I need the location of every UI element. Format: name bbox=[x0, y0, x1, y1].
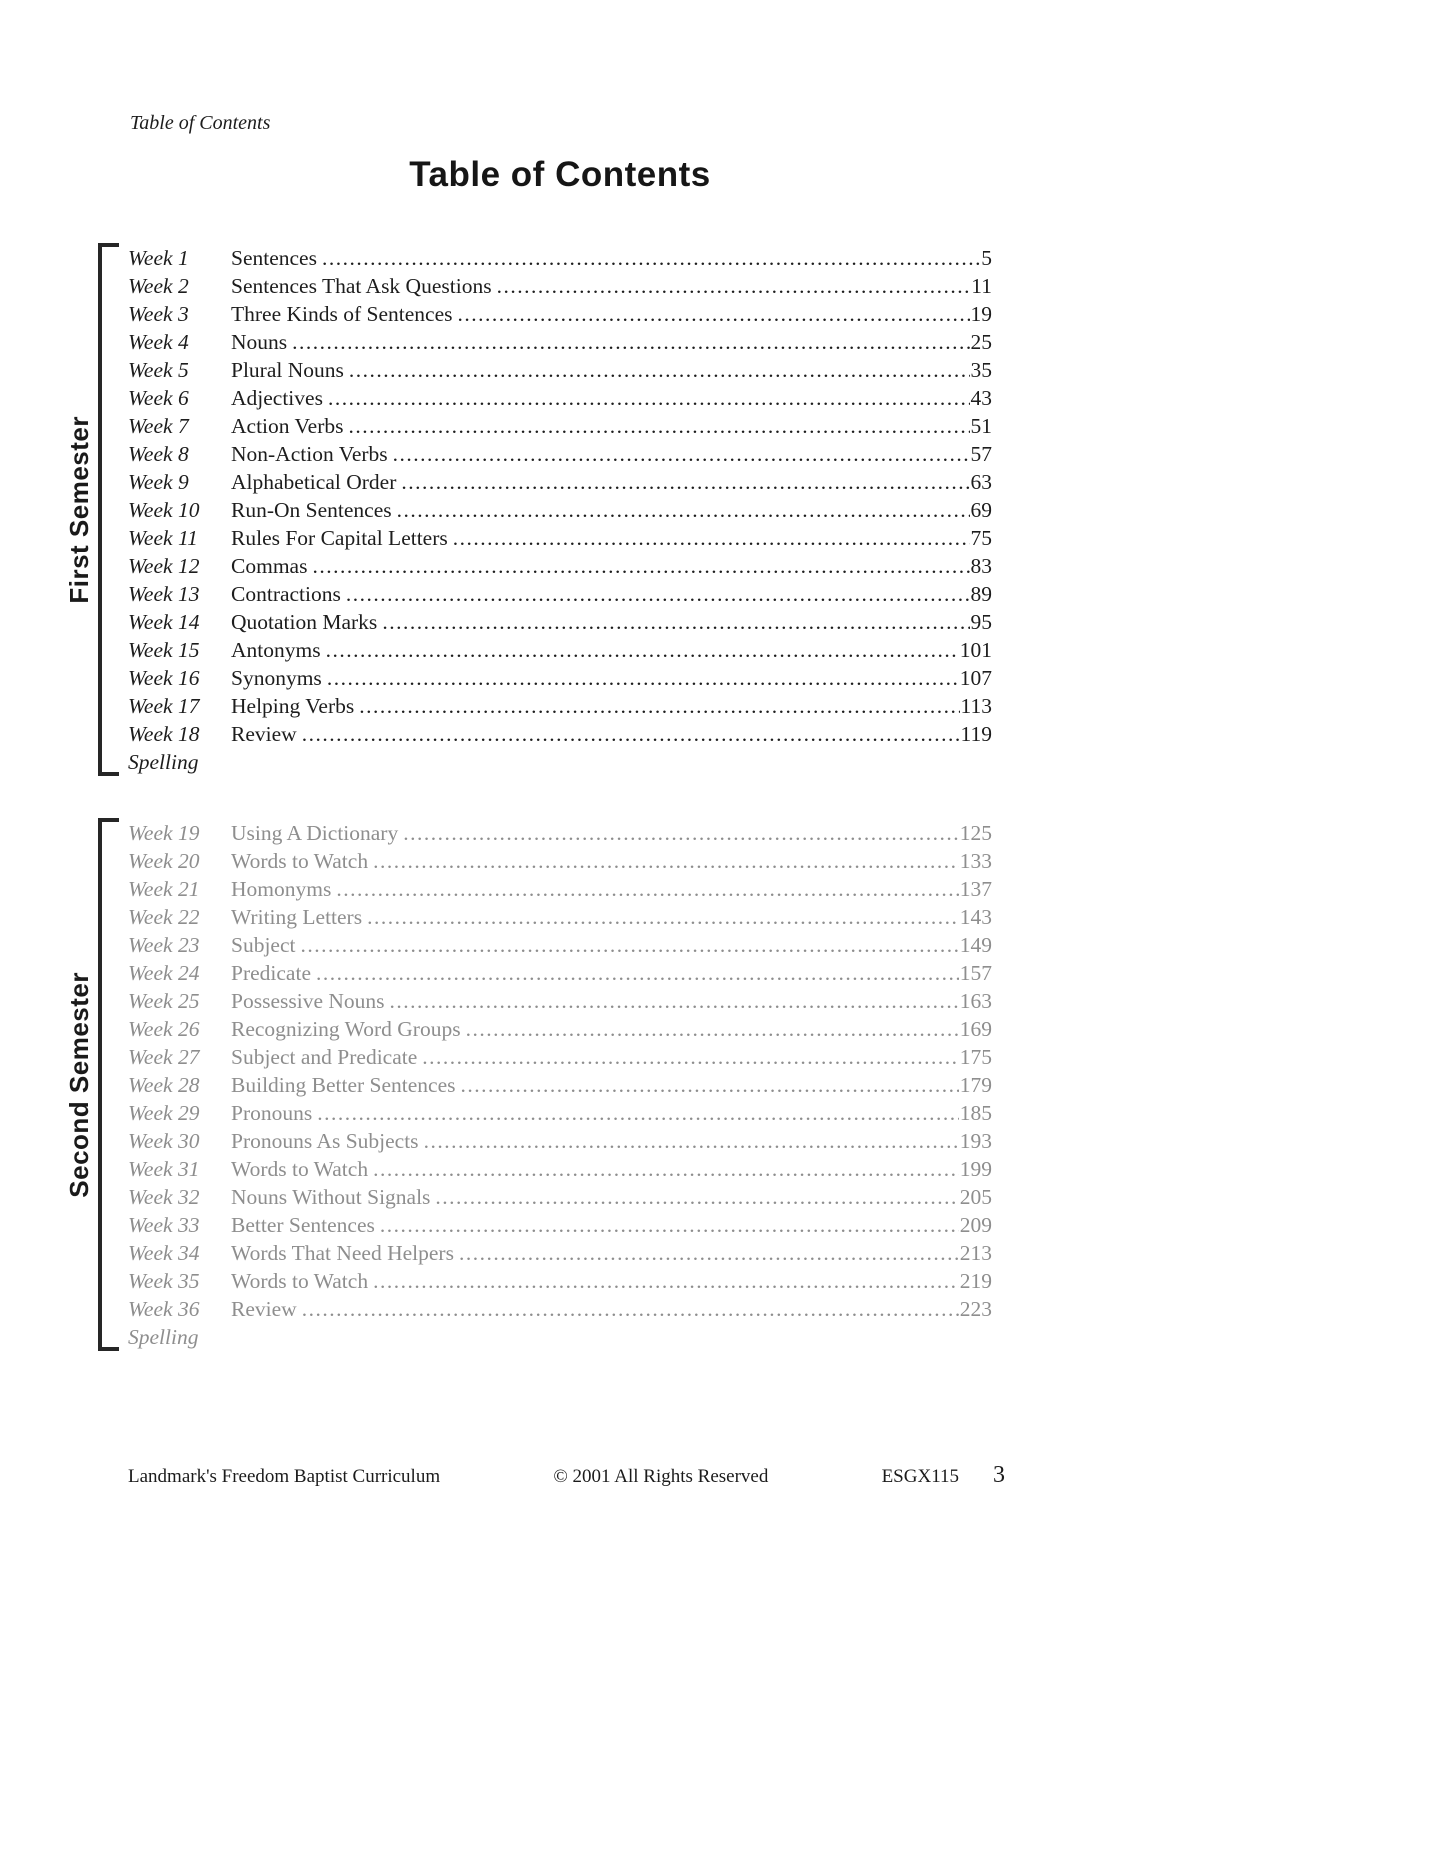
week-label: Week 8 bbox=[128, 442, 189, 466]
dot-leader bbox=[349, 356, 970, 384]
toc-entry bbox=[128, 959, 992, 987]
entry-page-number: 107 bbox=[959, 666, 992, 690]
toc-entry bbox=[128, 1099, 992, 1127]
entry-page-number: 113 bbox=[960, 694, 992, 718]
entry-title: Writing Letters bbox=[231, 905, 363, 929]
week-label: Week 12 bbox=[128, 554, 200, 578]
entry-page-number: 95 bbox=[970, 610, 992, 634]
entry-title: Sentences bbox=[231, 246, 317, 270]
entry-title: Synonyms bbox=[231, 666, 322, 690]
entry-page-number: 137 bbox=[959, 877, 992, 901]
week-label: Week 28 bbox=[128, 1073, 200, 1097]
entry-title: Homonyms bbox=[231, 877, 332, 901]
first-semester-entries bbox=[128, 243, 992, 776]
entry-page-number: 219 bbox=[959, 1269, 992, 1293]
entry-title: Pronouns bbox=[231, 1101, 313, 1125]
dot-leader bbox=[401, 468, 969, 496]
entry-title: Review bbox=[231, 722, 297, 746]
entry-page-number: 69 bbox=[970, 498, 992, 522]
toc-entry bbox=[128, 328, 992, 356]
week-label: Week 32 bbox=[128, 1185, 200, 1209]
toc-entry bbox=[128, 1043, 992, 1071]
toc-entry bbox=[128, 1155, 992, 1183]
second-semester-label-cell bbox=[60, 818, 98, 1351]
week-label: Week 7 bbox=[128, 414, 189, 438]
week-label: Week 24 bbox=[128, 961, 200, 985]
entry-title: Rules For Capital Letters bbox=[231, 526, 448, 550]
running-header: Table of Contents bbox=[130, 112, 271, 134]
week-label: Week 18 bbox=[128, 722, 200, 746]
toc-entry bbox=[128, 412, 992, 440]
entry-page-number: 5 bbox=[981, 246, 992, 270]
entry-title: Nouns Without Signals bbox=[231, 1185, 431, 1209]
entry-title: Contractions bbox=[231, 582, 341, 606]
entry-title: Helping Verbs bbox=[231, 694, 355, 718]
dot-leader bbox=[373, 847, 959, 875]
week-label: Week 11 bbox=[128, 526, 198, 550]
second-semester-rows bbox=[128, 819, 992, 1323]
entry-title: Quotation Marks bbox=[231, 610, 378, 634]
footer-publisher: Landmark's Freedom Baptist Curriculum bbox=[128, 1466, 441, 1487]
week-label: Week 35 bbox=[128, 1269, 200, 1293]
entry-title: Words to Watch bbox=[231, 1269, 369, 1293]
dot-leader bbox=[373, 1267, 959, 1295]
dot-leader bbox=[322, 244, 980, 272]
week-label: Week 5 bbox=[128, 358, 189, 382]
toc-entry bbox=[128, 1127, 992, 1155]
dot-leader bbox=[367, 903, 959, 931]
toc-entry bbox=[128, 496, 992, 524]
week-label: Week 25 bbox=[128, 989, 200, 1013]
entry-title: Action Verbs bbox=[231, 414, 344, 438]
first-semester-label: First Semester bbox=[63, 415, 94, 604]
toc-entry bbox=[128, 692, 992, 720]
entry-title: Subject bbox=[231, 933, 296, 957]
toc-entry bbox=[128, 1211, 992, 1239]
dot-leader bbox=[461, 1071, 959, 1099]
dot-leader bbox=[382, 608, 969, 636]
toc-entry bbox=[128, 356, 992, 384]
entry-title: Pronouns As Subjects bbox=[231, 1129, 419, 1153]
week-label: Week 30 bbox=[128, 1129, 200, 1153]
toc-entry bbox=[128, 524, 992, 552]
entry-page-number: 57 bbox=[970, 442, 992, 466]
week-label: Week 20 bbox=[128, 849, 200, 873]
week-label: Week 2 bbox=[128, 274, 189, 298]
entry-page-number: 185 bbox=[959, 1101, 992, 1125]
week-label: Week 1 bbox=[128, 246, 189, 270]
dot-leader bbox=[459, 1239, 959, 1267]
toc-entry bbox=[128, 1267, 992, 1295]
toc-entry bbox=[128, 272, 992, 300]
dot-leader bbox=[403, 819, 959, 847]
entry-page-number: 149 bbox=[959, 933, 992, 957]
toc-entry bbox=[128, 987, 992, 1015]
entry-title: Review bbox=[231, 1297, 297, 1321]
week-label: Week 6 bbox=[128, 386, 189, 410]
dot-leader bbox=[453, 524, 970, 552]
entry-page-number: 223 bbox=[959, 1297, 992, 1321]
entry-title: Plural Nouns bbox=[231, 358, 344, 382]
dot-leader bbox=[336, 875, 958, 903]
dot-leader bbox=[373, 1155, 959, 1183]
footer-copyright: © 2001 All Rights Reserved bbox=[553, 1466, 769, 1487]
toc-entry bbox=[128, 1071, 992, 1099]
toc-entry bbox=[128, 1295, 992, 1323]
toc-entry bbox=[128, 819, 992, 847]
entry-page-number: 83 bbox=[970, 554, 992, 578]
week-label: Week 31 bbox=[128, 1157, 200, 1181]
toc-entry bbox=[128, 468, 992, 496]
entry-title: Adjectives bbox=[231, 386, 323, 410]
second-semester-label: Second Semester bbox=[63, 971, 94, 1198]
spelling-label: Spelling bbox=[128, 750, 199, 774]
entry-page-number: 101 bbox=[959, 638, 992, 662]
week-label: Week 14 bbox=[128, 610, 200, 634]
toc-entry bbox=[128, 931, 992, 959]
second-semester-entries bbox=[128, 818, 992, 1351]
entry-page-number: 213 bbox=[959, 1241, 992, 1265]
week-label: Week 22 bbox=[128, 905, 200, 929]
entry-title: Run-On Sentences bbox=[231, 498, 392, 522]
entry-title: Using A Dictionary bbox=[231, 821, 399, 845]
week-label: Week 3 bbox=[128, 302, 189, 326]
section-first-semester bbox=[60, 243, 1445, 776]
entry-title: Possessive Nouns bbox=[231, 989, 385, 1013]
week-label: Week 27 bbox=[128, 1045, 200, 1069]
toc-entry bbox=[128, 608, 992, 636]
week-label: Week 33 bbox=[128, 1213, 200, 1237]
toc-entry bbox=[128, 552, 992, 580]
dot-leader bbox=[380, 1211, 959, 1239]
dot-leader bbox=[317, 1099, 959, 1127]
entry-page-number: 119 bbox=[960, 722, 992, 746]
first-semester-bracket bbox=[98, 243, 119, 776]
page-title: Table of Contents bbox=[409, 155, 711, 194]
toc-entry bbox=[128, 1183, 992, 1211]
table-of-contents bbox=[0, 243, 1445, 1351]
first-semester-rows bbox=[128, 244, 992, 748]
entry-page-number: 51 bbox=[970, 414, 992, 438]
dot-leader bbox=[424, 1127, 959, 1155]
footer-right-group bbox=[882, 1462, 1005, 1489]
toc-entry bbox=[128, 580, 992, 608]
entry-page-number: 125 bbox=[959, 821, 992, 845]
footer-code: ESGX115 bbox=[881, 1466, 959, 1487]
entry-page-number: 19 bbox=[970, 302, 992, 326]
toc-entry bbox=[128, 720, 992, 748]
toc-entry bbox=[128, 1015, 992, 1043]
entry-page-number: 179 bbox=[959, 1073, 992, 1097]
dot-leader bbox=[422, 1043, 958, 1071]
week-label: Week 17 bbox=[128, 694, 200, 718]
week-label: Week 9 bbox=[128, 470, 189, 494]
toc-entry bbox=[128, 440, 992, 468]
dot-leader bbox=[466, 1015, 959, 1043]
entry-title: Recognizing Word Groups bbox=[231, 1017, 461, 1041]
dot-leader bbox=[348, 412, 969, 440]
week-label: Week 15 bbox=[128, 638, 200, 662]
entry-page-number: 199 bbox=[959, 1157, 992, 1181]
dot-leader bbox=[497, 272, 971, 300]
dot-leader bbox=[458, 300, 970, 328]
toc-entry bbox=[128, 847, 992, 875]
entry-page-number: 43 bbox=[970, 386, 992, 410]
entry-page-number: 75 bbox=[970, 526, 992, 550]
week-label: Week 23 bbox=[128, 933, 200, 957]
dot-leader bbox=[316, 959, 959, 987]
toc-entry bbox=[128, 875, 992, 903]
dot-leader bbox=[301, 931, 959, 959]
section-second-semester bbox=[60, 818, 1445, 1351]
week-label: Week 36 bbox=[128, 1297, 200, 1321]
entry-title: Building Better Sentences bbox=[231, 1073, 456, 1097]
dot-leader bbox=[397, 496, 970, 524]
toc-entry bbox=[128, 244, 992, 272]
week-label: Week 10 bbox=[128, 498, 200, 522]
entry-title: Better Sentences bbox=[231, 1213, 375, 1237]
entry-title: Antonyms bbox=[231, 638, 321, 662]
entry-page-number: 89 bbox=[970, 582, 992, 606]
entry-title: Words to Watch bbox=[231, 1157, 369, 1181]
entry-title: Sentences That Ask Questions bbox=[231, 274, 492, 298]
entry-page-number: 35 bbox=[970, 358, 992, 382]
toc-entry bbox=[128, 636, 992, 664]
toc-tail-row bbox=[128, 1323, 992, 1351]
entry-title: Non-Action Verbs bbox=[231, 442, 388, 466]
dot-leader bbox=[327, 664, 959, 692]
week-label: Week 29 bbox=[128, 1101, 200, 1125]
toc-tail-row bbox=[128, 748, 992, 776]
second-semester-bracket bbox=[98, 818, 119, 1351]
dot-leader bbox=[359, 692, 959, 720]
dot-leader bbox=[302, 720, 960, 748]
entry-page-number: 157 bbox=[959, 961, 992, 985]
first-semester-label-cell bbox=[60, 243, 98, 776]
entry-page-number: 169 bbox=[959, 1017, 992, 1041]
dot-leader bbox=[292, 328, 969, 356]
toc-entry bbox=[128, 384, 992, 412]
entry-page-number: 11 bbox=[971, 274, 992, 298]
dot-leader bbox=[326, 636, 959, 664]
week-label: Week 34 bbox=[128, 1241, 200, 1265]
entry-page-number: 175 bbox=[959, 1045, 992, 1069]
entry-page-number: 25 bbox=[970, 330, 992, 354]
toc-entry bbox=[128, 903, 992, 931]
week-label: Week 19 bbox=[128, 821, 200, 845]
entry-title: Predicate bbox=[231, 961, 311, 985]
toc-entry bbox=[128, 664, 992, 692]
entry-title: Three Kinds of Sentences bbox=[231, 302, 453, 326]
entry-page-number: 63 bbox=[970, 470, 992, 494]
week-label: Week 26 bbox=[128, 1017, 200, 1041]
entry-page-number: 133 bbox=[959, 849, 992, 873]
dot-leader bbox=[302, 1295, 959, 1323]
dot-leader bbox=[312, 552, 969, 580]
entry-title: Commas bbox=[231, 554, 308, 578]
entry-title: Words to Watch bbox=[231, 849, 369, 873]
week-label: Week 16 bbox=[128, 666, 200, 690]
page-footer bbox=[128, 1462, 1005, 1489]
entry-page-number: 205 bbox=[959, 1185, 992, 1209]
entry-page-number: 193 bbox=[959, 1129, 992, 1153]
entry-page-number: 143 bbox=[959, 905, 992, 929]
dot-leader bbox=[346, 580, 970, 608]
dot-leader bbox=[328, 384, 970, 412]
dot-leader bbox=[390, 987, 959, 1015]
entry-page-number: 209 bbox=[959, 1213, 992, 1237]
week-label: Week 21 bbox=[128, 877, 200, 901]
entry-title: Nouns bbox=[231, 330, 288, 354]
entry-title: Words That Need Helpers bbox=[231, 1241, 454, 1265]
entry-title: Alphabetical Order bbox=[231, 470, 397, 494]
spelling-label: Spelling bbox=[128, 1325, 199, 1349]
toc-entry bbox=[128, 1239, 992, 1267]
dot-leader bbox=[393, 440, 970, 468]
week-label: Week 13 bbox=[128, 582, 200, 606]
week-label: Week 4 bbox=[128, 330, 189, 354]
entry-title: Subject and Predicate bbox=[231, 1045, 418, 1069]
footer-page-number: 3 bbox=[993, 1462, 1005, 1488]
toc-entry bbox=[128, 300, 992, 328]
entry-page-number: 163 bbox=[959, 989, 992, 1013]
dot-leader bbox=[435, 1183, 958, 1211]
